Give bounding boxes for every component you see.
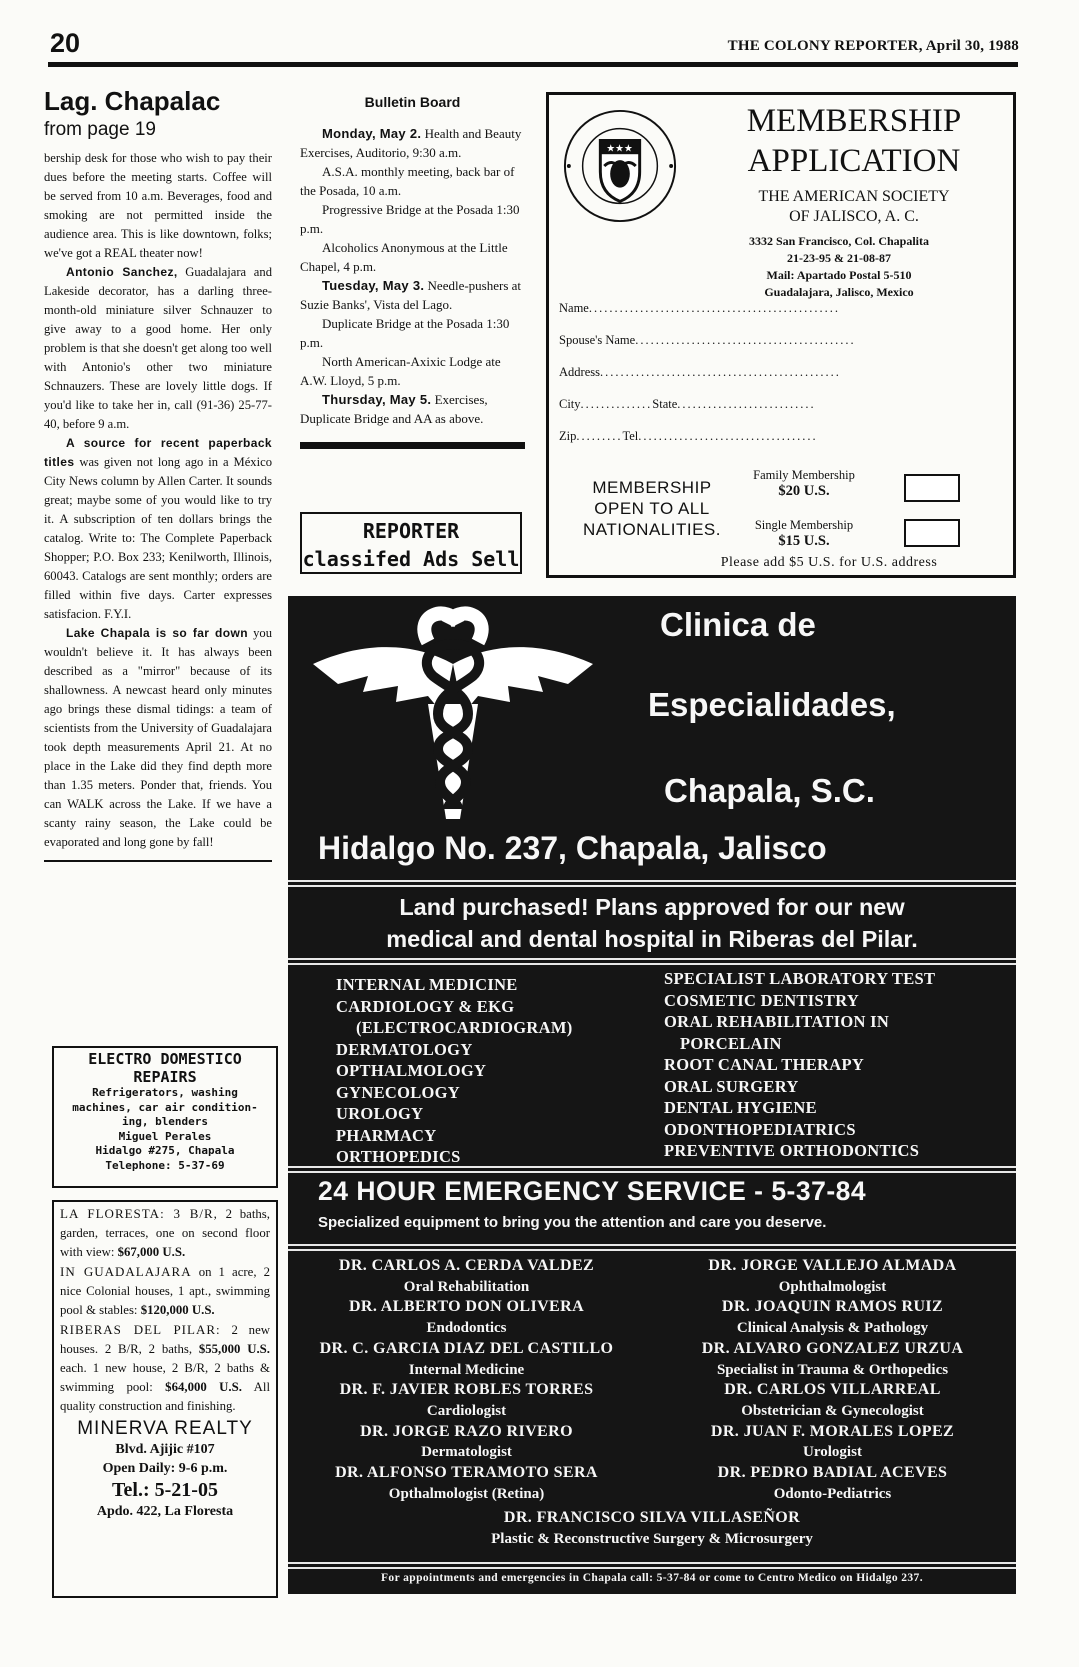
clinic-divider — [288, 880, 1016, 887]
doctor-name: DR. CARLOS A. CERDA VALDEZ — [338, 1257, 595, 1274]
address-line: 3332 San Francisco, Col. Chapalita — [748, 234, 929, 248]
clinic-divider — [288, 1244, 1016, 1251]
clinic-divider — [288, 1166, 1016, 1173]
address-line: Mail: Apartado Postal 5-510 — [766, 268, 912, 282]
services-left — [336, 974, 573, 1168]
zip-label: Zip — [559, 429, 577, 443]
bulletin-day: Thursday, May 5. — [322, 392, 432, 407]
service-item: ORTHOPEDICS — [336, 1147, 461, 1166]
minerva-realty-ad — [52, 1200, 278, 1598]
bulletin-entry — [300, 390, 525, 428]
doctors-left — [294, 1256, 639, 1504]
realty-telephone: Tel.: 5-21-05 — [112, 1479, 218, 1501]
open-line: MEMBERSHIP — [592, 478, 712, 497]
service-item: ORAL REHABILITATION IN — [664, 1012, 890, 1031]
family-checkbox[interactable] — [904, 474, 960, 502]
service-item: ROOT CANAL THERAPY — [664, 1055, 865, 1074]
doctor-name: DR. ALVARO GONZALEZ URZUA — [701, 1339, 964, 1357]
doctor-specialty: Specialist in Trauma & Orthopedics — [716, 1361, 949, 1378]
service-item: ODONTHOPEDIATRICS — [664, 1119, 856, 1139]
service-item: CARDIOLOGY & EKG — [336, 996, 515, 1016]
society-line: THE AMERICAN SOCIETY — [758, 188, 950, 205]
tel-label: Tel — [622, 429, 639, 443]
address-label: Address — [559, 365, 600, 379]
doctor-name: DR. C. GARCIA DIAZ DEL CASTILLO — [319, 1339, 614, 1357]
clinic-divider — [288, 958, 1016, 965]
doctor-name: DR. F. JAVIER ROBLES TORRES — [339, 1381, 594, 1399]
society-line: OF JALISCO, A. C. — [789, 208, 919, 225]
listing-text: 2 baths, garden, terraces, one on second floor with view: — [60, 1207, 270, 1259]
caduceus-icon — [308, 604, 598, 829]
service-item: (ELECTROCARDIOGRAM) — [356, 1018, 573, 1037]
doctor-specialty: Internal Medicine — [408, 1361, 525, 1378]
bulletin-text: Health and Beauty Exercises, Auditorio, 9:30 a.m. — [300, 126, 522, 160]
reporter-classifieds-ad — [300, 512, 522, 574]
paragraph-lead: Antonio Sanchez, — [66, 265, 178, 279]
electro-ad-line: machines, car air condition- — [72, 1100, 258, 1114]
service-item: GYNECOLOGY — [336, 1082, 461, 1102]
clinic-title-line: Clinica de — [660, 606, 816, 643]
electro-ad-line: Miguel Perales — [118, 1129, 212, 1143]
bulletin-day: Monday, May 2. — [322, 126, 422, 141]
paragraph-text: Guadalajara and Lakeside decorator, has a darling three-month-old miniature silver Schnauzer to give away to a good home. Her only problem is that she doesn't get along too well with Antonio's other two miniature Schnauzers. These are lovely little dogs. If you'd like to take her in, call (91-36) 25-77-40, before 9 a.m. — [44, 265, 272, 431]
listing-price: $67,000 U.S. — [117, 1245, 186, 1259]
article-column — [44, 86, 272, 870]
doctor-specialty: Urologist — [803, 1444, 862, 1461]
service-item: SPECIALIST LABORATORY TEST — [664, 969, 936, 988]
service-item: DENTAL HYGIENE — [664, 1098, 817, 1117]
realty-address: Blvd. Ajijic #107 — [115, 1442, 215, 1457]
single-membership — [724, 517, 884, 549]
name-field[interactable]: Name................................................. — [559, 301, 840, 315]
doctor-name: DR. ALFONSO TERAMOTO SERA — [335, 1464, 598, 1482]
electro-ad-line: ing, blenders — [121, 1115, 209, 1128]
name-label: Name — [559, 301, 589, 315]
us-address-note: Please add $5 U.S. for U.S. address — [720, 555, 938, 570]
listing-lead: IN GUADALAJARA — [60, 1264, 192, 1279]
doctor-specialty: Ophthalmologist — [778, 1278, 887, 1295]
listing — [60, 1262, 270, 1320]
land-line: medical and dental hospital in Riberas del Pilar. — [386, 926, 918, 952]
header-rule — [48, 62, 1018, 67]
doctor-name: DR. CARLOS VILLARREAL — [724, 1381, 941, 1399]
bulletin-entry: North American-Axixic Lodge ate A.W. Lloyd, 5 p.m. — [300, 354, 501, 388]
doctors-right — [660, 1256, 1005, 1504]
bulletin-board — [300, 94, 525, 449]
doctor-specialty: Cardiologist — [426, 1402, 507, 1419]
equipment-tagline: Specialized equipment to bring you the attention and care you deserve. — [318, 1214, 827, 1231]
address-line: Guadalajara, Jalisco, Mexico — [764, 285, 914, 299]
realty-hours: Open Daily: 9-6 p.m. — [102, 1461, 228, 1476]
doctor-specialty: Odonto-Pediatrics — [773, 1485, 892, 1502]
electro-ad-line: Refrigerators, washing — [92, 1086, 238, 1099]
article-paragraph — [44, 434, 272, 624]
clinic-title-line: Chapala, S.C. — [664, 772, 875, 809]
reporter-ad-line: classifed Ads Sell — [302, 547, 520, 571]
listing — [60, 1204, 270, 1262]
service-item: UROLOGY — [336, 1104, 424, 1123]
clinic-title-line: Especialidades, — [648, 686, 896, 723]
electro-ad-line: REPAIRS — [133, 1068, 197, 1086]
paragraph-text: was given not long ago in a México City News column by Allen Carter. It sounds great; maybe some of you would like to try it. A subscription of ten dollars brings the catalog. Write to: The Complete Paperback Shopper; P.O. Box 233; Kenilworth, Illinois, 60043. Catalogs are sent monthly; orders are filled within five days. Carter expresses satisfacion. F.Y.I. — [44, 455, 272, 621]
bulletin-entry: A.S.A. monthly meeting, back bar of the Posada, 10 a.m. — [300, 164, 515, 198]
service-item: PREVENTIVE ORTHODONTICS — [664, 1141, 920, 1160]
listing — [60, 1320, 270, 1416]
doctor-name: DR. JORGE VALLEJO ALMADA — [708, 1257, 957, 1274]
svg-text:★★★: ★★★ — [606, 143, 633, 155]
bulletin-entry: Progressive Bridge at the Posada 1:30 p.m. — [300, 202, 520, 236]
listing-text: All quality construction and finishing. — [60, 1380, 270, 1413]
open-to-all-notice — [567, 477, 737, 540]
listing-lead: RIBERAS DEL PILAR: — [60, 1322, 221, 1337]
bulletin-entry — [300, 124, 525, 162]
society-address — [669, 233, 1009, 301]
article-paragraph — [44, 624, 272, 852]
listing-price: $120,000 U.S. — [140, 1303, 215, 1317]
city-label: City — [559, 397, 581, 411]
family-price: $20 U.S. — [778, 483, 830, 499]
article-title: Lag. Chapalac — [44, 86, 221, 116]
service-item: INTERNAL MEDICINE — [336, 975, 518, 994]
clinic-advertisement — [288, 596, 1016, 1594]
clinic-address: Hidalgo No. 237, Chapala, Jalisco — [318, 830, 827, 866]
doctor-specialty: Endodontics — [426, 1320, 507, 1337]
realty-apdo: Apdo. 422, La Floresta — [96, 1504, 234, 1519]
doctor-specialty: Dermatologist — [421, 1444, 512, 1461]
article-paragraph — [44, 263, 272, 434]
address-line: 21-23-95 & 21-08-87 — [787, 251, 891, 265]
doctor-specialty: Obstetrician & Gynecologist — [741, 1402, 924, 1419]
bulletin-text: Exercises, Duplicate Bridge and AA as above. — [300, 392, 488, 426]
page-number: 20 — [50, 28, 81, 58]
city-state-field[interactable]: City..............State........................... — [559, 397, 816, 411]
listing-price: $55,000 U.S. — [198, 1342, 271, 1356]
emergency-service: 24 HOUR EMERGENCY SERVICE - 5-37-84 — [318, 1176, 867, 1206]
paragraph-lead: A source for recent paperback titles — [44, 436, 272, 469]
electro-domestico-ad — [52, 1046, 278, 1188]
listing-price: $64,000 U.S. — [165, 1380, 242, 1394]
electro-ad-line: Hidalgo #275, Chapala — [95, 1144, 235, 1157]
bulletin-rule — [300, 442, 525, 449]
society-name — [699, 187, 1009, 227]
paragraph-lead: Lake Chapala is so far down — [66, 626, 248, 640]
listing-text: 2 new houses. 2 B/R, 2 baths, — [60, 1323, 270, 1356]
reporter-ad-line: REPORTER — [362, 519, 460, 543]
doctor-name: DR. FRANCISCO SILVA VILLASEÑOR — [503, 1509, 801, 1526]
paragraph-text: you wouldn't believe it. It has always been described as a "mirror" because of its shallowness. A newcast heard only minutes ago brings these dismal tidings: a team of scientists from the University of Guadalajara took depth measurements April 21. At no place in the Lake did they find depth more than 1.35 meters. Ponder that, friends. You can WALK across the Lake. If we have a scanty rainy season, the Lake could be evaporated and long gone by fall! — [44, 626, 272, 849]
bulletin-day: Tuesday, May 3. — [322, 278, 425, 293]
column-rule — [44, 860, 272, 862]
service-item: DERMATOLOGY — [336, 1039, 473, 1059]
bulletin-entry: Duplicate Bridge at the Posada 1:30 p.m. — [300, 316, 510, 350]
doctor-plastic-surgery — [288, 1508, 1016, 1549]
bulletin-entry: Alcoholics Anonymous at the Little Chapel, 4 p.m. — [300, 240, 508, 274]
clinic-footer: For appointments and emergencies in Chapala call: 5-37-84 or come to Centro Medico on Hidalgo 237. — [381, 1572, 923, 1584]
membership-title — [699, 101, 1009, 181]
spouse-name-label: Spouse's Name — [559, 333, 636, 347]
services-right — [664, 968, 935, 1162]
state-label: State — [652, 397, 678, 411]
clinic-divider — [288, 1562, 1016, 1569]
realty-name: MINERVA REALTY — [77, 1418, 253, 1439]
doctor-name: DR. JUAN F. MORALES LOPEZ — [710, 1422, 955, 1440]
doctor-specialty: Plastic & Reconstructive Surgery & Microsurgery — [491, 1530, 813, 1547]
address-field[interactable]: Address............................................... — [559, 365, 841, 379]
electro-ad-line: ELECTRO DOMESTICO — [88, 1050, 242, 1068]
society-seal-icon — [561, 107, 679, 225]
publication-line: THE COLONY REPORTER, April 30, 1988 — [727, 38, 1019, 54]
membership-title-line: APPLICATION — [747, 143, 961, 179]
doctor-name: DR. JOAQUIN RAMOS RUIZ — [721, 1298, 944, 1316]
doctor-specialty: Opthalmologist (Retina) — [388, 1485, 545, 1502]
membership-title-line: MEMBERSHIP — [746, 103, 962, 139]
service-item: OPTHALMOLOGY — [336, 1061, 487, 1080]
open-line: NATIONALITIES. — [583, 520, 721, 539]
listing-text: each. 1 new house, 2 B/R, 2 baths & swimming pool: — [60, 1361, 270, 1394]
doctor-name: DR. ALBERTO DON OLIVERA — [348, 1298, 585, 1316]
bulletin-title: Bulletin Board — [364, 94, 461, 110]
bulletin-entry — [300, 276, 525, 314]
service-item: ORAL SURGERY — [664, 1076, 799, 1096]
zip-tel-field[interactable]: Zip.........Tel................................... — [559, 429, 818, 443]
doctor-name: DR. PEDRO BADIAL ACEVES — [717, 1464, 948, 1482]
single-checkbox[interactable] — [904, 519, 960, 547]
service-item: PORCELAIN — [680, 1033, 782, 1053]
article-paragraph: bership desk for those who wish to pay their dues before the meeting starts. Coffee will be served from 10 a.m. Beverages, food and smoking are not permitted inside the audience area. This is like downtown, folks; we've got a REAL theater now! — [44, 151, 272, 260]
doctor-specialty: Clinical Analysis & Pathology — [736, 1320, 929, 1337]
electro-ad-line: Telephone: 5-37-69 — [105, 1158, 225, 1172]
article-continued: from page 19 — [44, 119, 156, 140]
doctor-specialty: Oral Rehabilitation — [403, 1278, 530, 1295]
family-label: Family Membership — [753, 468, 855, 482]
service-item: COSMETIC DENTISTRY — [664, 990, 860, 1010]
family-membership — [724, 467, 884, 499]
listing-lead: LA FLORESTA: 3 B/R, — [60, 1206, 218, 1221]
membership-application — [546, 92, 1016, 578]
spouse-name-field[interactable]: Spouse's Name........................................... — [559, 333, 856, 347]
service-item: PHARMACY — [336, 1125, 437, 1145]
listing-text: on 1 acre, 2 nice Colonial houses, 1 apt., swimming pool & stables: — [60, 1265, 270, 1317]
single-label: Single Membership — [754, 518, 854, 532]
open-line: OPEN TO ALL — [594, 499, 710, 518]
land-purchased-notice — [298, 891, 1006, 955]
bulletin-text: Needle-pushers at Suzie Banks', Vista del Lago. — [300, 278, 522, 312]
doctor-name: DR. JORGE RAZO RIVERO — [360, 1422, 573, 1440]
single-price: $15 U.S. — [778, 533, 830, 549]
land-line: Land purchased! Plans approved for our new — [399, 894, 905, 920]
